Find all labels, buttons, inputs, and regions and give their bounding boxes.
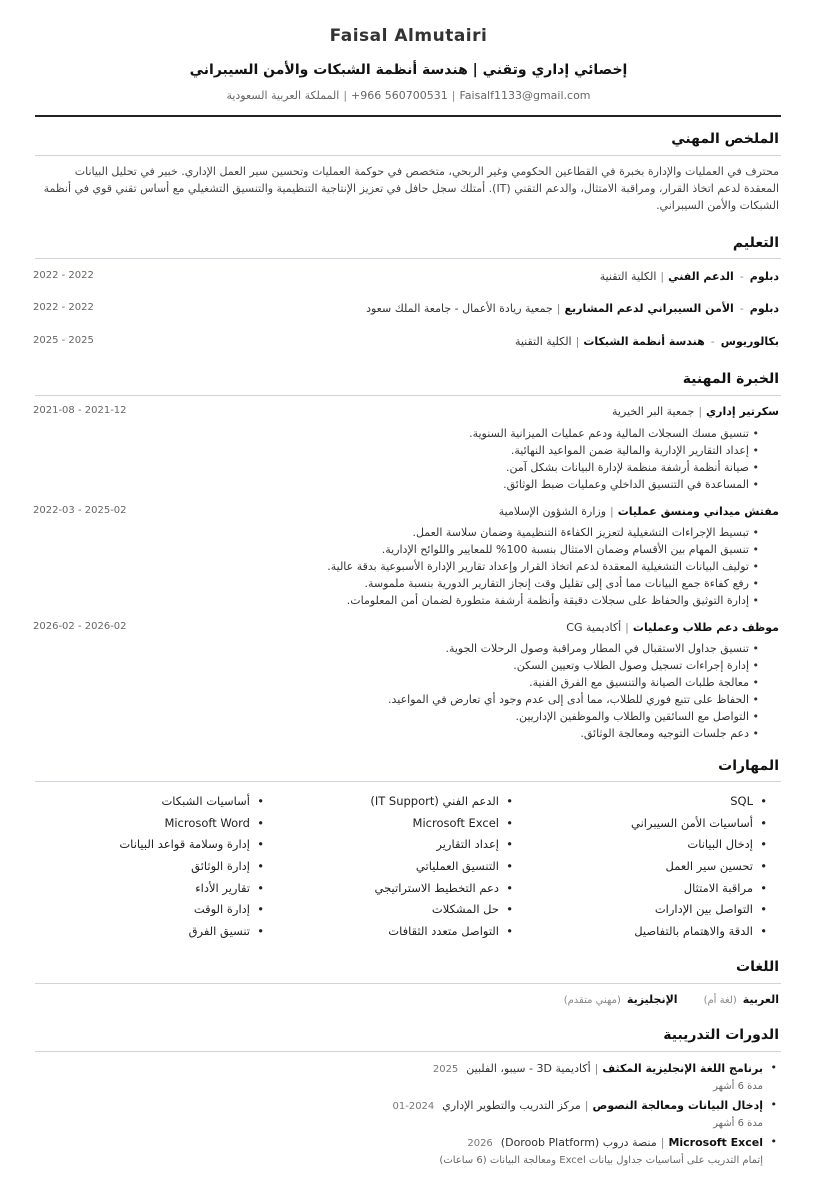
list-item: • معالجة طلبات الصيانة والتنسيق مع الفرق الفنية. bbox=[388, 674, 759, 691]
section-title-languages: اللغات bbox=[736, 959, 779, 975]
section-title-courses: الدورات التدريبية bbox=[663, 1027, 779, 1043]
skill-item: • Microsoft Word bbox=[24, 813, 264, 835]
education-item: دبلوم-الأمن السيبراني لدعم المشاريع|جمعية ريادة الأعمال - جامعة الملك سعود 2022 - 2022 bbox=[33, 302, 779, 315]
course-title: Microsoft Excel bbox=[668, 1136, 763, 1149]
skill-item: • أساسيات الشبكات bbox=[24, 791, 264, 813]
list-item: • تنسيق مسك السجلات المالية ودعم عمليات الميزانية السنوية. bbox=[469, 425, 759, 442]
language-level: (لغة أم) bbox=[703, 995, 737, 1006]
education-field: هندسة أنظمة الشبكات bbox=[583, 335, 705, 348]
list-item: • تنسيق المهام بين الأقسام وضمان الامتثال بنسبة 100% للمعايير واللوائح الإدارية. bbox=[327, 541, 759, 558]
education-org: الكلية التقنية bbox=[514, 335, 572, 348]
job-header: سكرتير إداري|جمعية البر الخيرية 2021-08 - 2021-12 bbox=[33, 405, 779, 418]
education-item: بكالوريوس-هندسة أنظمة الشبكات|الكلية التقنية 2025 - 2025 bbox=[33, 335, 779, 348]
skill-item: • حل المشكلات bbox=[273, 899, 513, 921]
course-year: 2026 bbox=[467, 1138, 493, 1149]
course-year: 2024-01 bbox=[392, 1101, 435, 1112]
education-field: الأمن السيبراني لدعم المشاريع bbox=[564, 302, 734, 315]
course-note: مدة 6 أشهر bbox=[713, 1081, 763, 1092]
course-org: أكاديمية 3D - سيبو، الفلبين bbox=[466, 1062, 591, 1075]
skill-item: • دعم التخطيط الاستراتيجي bbox=[273, 878, 513, 900]
section-divider bbox=[35, 395, 781, 396]
skill-item: • إدارة وسلامة قواعد البيانات bbox=[24, 834, 264, 856]
course-org: منصة دروب (Doroob Platform) bbox=[500, 1136, 657, 1149]
section-divider bbox=[35, 155, 781, 156]
job-title: مفتش ميداني ومنسق عمليات bbox=[617, 505, 779, 518]
list-item: • صيانة أنظمة أرشفة منظمة لإدارة البيانات بشكل آمن. bbox=[469, 459, 759, 476]
job-bullets bbox=[327, 524, 759, 609]
header-divider bbox=[35, 115, 781, 117]
skill-item: • أساسيات الأمن السيبراني bbox=[527, 813, 767, 835]
education-org: الكلية التقنية bbox=[599, 270, 657, 283]
skill-item: • تقارير الأداء bbox=[24, 878, 264, 900]
list-item: • الحفاظ على تتبع فوري للطلاب، مما أدى إلى عدم وجود أي تعارض في المواعيد. bbox=[388, 691, 759, 708]
education-field: الدعم الفني bbox=[668, 270, 734, 283]
languages-list bbox=[564, 993, 779, 1006]
skill-item: • التنسيق العملياتي bbox=[273, 856, 513, 878]
skill-item: • التواصل بين الإدارات bbox=[527, 899, 767, 921]
list-item: • إدارة إجراءات تسجيل وصول الطلاب وتعيين السكن. bbox=[388, 657, 759, 674]
language-name: الإنجليزية bbox=[626, 993, 678, 1006]
summary-text: محترف في العمليات والإدارة بخبرة في القطاعين الحكومي وغير الربحي، متخصص في حوكمة العمليات وتحسين سير العمل الإداري. خبير في تحليل البيانات المعقدة لدعم اتخاذ القرار، ومراقبة الامتثال، والدعم التقني (IT). أمتلك سجل حافل في تعزيز الإنتاجية التنظيمية والتنسيق التشغيلي مع أساس تقني قوي في أنظمة الشبكات والأمن السيبراني. bbox=[43, 165, 779, 212]
list-item: • إدارة التوثيق والحفاظ على سجلات دقيقة وأنظمة أرشفة متطورة لضمان أمن المعلومات. bbox=[327, 592, 759, 609]
list-item: • تبسيط الإجراءات التشغيلية لتعزيز الكفاءة التنظيمية وضمان سلاسة العمل. bbox=[327, 524, 759, 541]
education-date: 2022 - 2022 bbox=[33, 302, 94, 313]
course-year: 2025 bbox=[432, 1064, 459, 1075]
skill-item: • تحسين سير العمل bbox=[527, 856, 767, 878]
job-date: 2026-02 - 2026-02 bbox=[33, 621, 127, 632]
section-divider bbox=[35, 781, 781, 782]
job-date: 2022-03 - 2025-02 bbox=[33, 505, 127, 516]
candidate-name: Faisal Almutairi bbox=[329, 26, 488, 46]
section-title-skills: المهارات bbox=[718, 758, 779, 774]
job-org: جمعية البر الخيرية bbox=[612, 405, 695, 418]
list-item: • تنسيق جداول الاستقبال في المطار ومراقبة وصول الرحلات الجوية. bbox=[388, 640, 759, 657]
education-item: دبلوم-الدعم الفني|الكلية التقنية 2022 - 2022 bbox=[33, 270, 779, 283]
list-item: • إعداد التقارير الإدارية والمالية ضمن المواعيد النهائية. bbox=[469, 442, 759, 459]
job-header: موظف دعم طلاب وعمليات|أكاديمية CG 2026-02 - 2026-02 bbox=[33, 621, 779, 634]
list-item: • دعم جلسات التوجيه ومعالجة الوثائق. bbox=[388, 725, 759, 742]
skill-item: • SQL bbox=[527, 791, 767, 813]
contact-line: Faisalf1133@gmail.com|+966 560700531|المملكة العربية السعودية bbox=[226, 89, 591, 102]
courses-list bbox=[33, 1060, 779, 1171]
course-item: • إدخال البيانات ومعالجة النصوص|مركز التدريب والتطوير الإداري2024-01 مدة 6 أشهر bbox=[33, 1097, 779, 1134]
skill-item: • إدارة الوقت bbox=[24, 899, 264, 921]
skills-column bbox=[527, 791, 767, 943]
skill-item: • الدعم الفني (IT Support) bbox=[273, 791, 513, 813]
contact-email[interactable]: Faisalf1133@gmail.com bbox=[459, 89, 591, 102]
contact-phone[interactable]: +966 560700531 bbox=[351, 89, 448, 102]
list-item: • رفع كفاءة جمع البيانات مما أدى إلى تقليل وقت إنجاز التقارير الدورية بنسبة ملموسة. bbox=[327, 575, 759, 592]
course-note: مدة 6 أشهر bbox=[713, 1118, 763, 1129]
skill-item: • إدارة الوثائق bbox=[24, 856, 264, 878]
section-divider bbox=[35, 258, 781, 259]
education-org: جمعية ريادة الأعمال - جامعة الملك سعود bbox=[366, 302, 553, 315]
list-item: • المساعدة في التنسيق الداخلي وعمليات ضبط الوثائق. bbox=[469, 476, 759, 493]
list-item: • توليف البيانات التشغيلية المعقدة لدعم اتخاذ القرار وإعداد تقارير الإدارة الأسبوعية بدقة عالية. bbox=[327, 558, 759, 575]
job-bullets bbox=[469, 425, 759, 493]
list-item: • التواصل مع السائقين والطلاب والموظفين الإداريين. bbox=[388, 708, 759, 725]
job-date: 2021-08 - 2021-12 bbox=[33, 405, 127, 416]
education-date: 2022 - 2022 bbox=[33, 270, 94, 281]
language-level: (مهني متقدم) bbox=[563, 995, 621, 1006]
course-item: • برنامج اللغة الإنجليزية المكثف|أكاديمية 3D - سيبو، الفلبين2025 مدة 6 أشهر bbox=[33, 1060, 779, 1097]
headline: إخصائي إداري وتقني | هندسة أنظمة الشبكات والأمن السيبراني bbox=[189, 62, 628, 78]
section-divider bbox=[35, 983, 781, 984]
section-title-summary: الملخص المهني bbox=[671, 131, 779, 147]
course-title: إدخال البيانات ومعالجة النصوص bbox=[592, 1099, 763, 1112]
job-org: وزارة الشؤون الإسلامية bbox=[498, 505, 607, 518]
skill-item: • إدخال البيانات bbox=[527, 834, 767, 856]
job-org: أكاديمية CG bbox=[566, 621, 622, 634]
job-title: سكرتير إداري bbox=[706, 405, 779, 418]
contact-location: المملكة العربية السعودية bbox=[226, 89, 340, 102]
skills-column bbox=[24, 791, 264, 943]
section-title-experience: الخبرة المهنية bbox=[682, 371, 779, 387]
course-title: برنامج اللغة الإنجليزية المكثف bbox=[602, 1062, 763, 1075]
education-date: 2025 - 2025 bbox=[33, 335, 94, 346]
education-degree: دبلوم bbox=[749, 302, 779, 315]
education-degree: بكالوريوس bbox=[720, 335, 779, 348]
job-bullets bbox=[388, 640, 759, 742]
skills-column bbox=[273, 791, 513, 943]
section-divider bbox=[35, 1051, 781, 1052]
course-item: • Microsoft Excel|منصة دروب (Doroob Platform)2026 إتمام التدريب على أساسيات جداول بيانات Excel ومعالجة البيانات (6 ساعات) bbox=[33, 1134, 779, 1171]
skill-item: • تنسيق الفرق bbox=[24, 921, 264, 943]
skill-item: • مراقبة الامتثال bbox=[527, 878, 767, 900]
skill-item: • إعداد التقارير bbox=[273, 834, 513, 856]
language-name: العربية bbox=[742, 993, 779, 1006]
skill-item: • التواصل متعدد الثقافات bbox=[273, 921, 513, 943]
skill-item: • الدقة والاهتمام بالتفاصيل bbox=[527, 921, 767, 943]
job-header: مفتش ميداني ومنسق عمليات|وزارة الشؤون الإسلامية 2022-03 - 2025-02 bbox=[33, 505, 779, 518]
course-org: مركز التدريب والتطوير الإداري bbox=[442, 1099, 581, 1112]
section-title-education: التعليم bbox=[732, 235, 779, 251]
education-degree: دبلوم bbox=[749, 270, 779, 283]
course-note: إتمام التدريب على أساسيات جداول بيانات Excel ومعالجة البيانات (6 ساعات) bbox=[439, 1155, 763, 1166]
job-title: موظف دعم طلاب وعمليات bbox=[632, 621, 779, 634]
skill-item: • Microsoft Excel bbox=[273, 813, 513, 835]
